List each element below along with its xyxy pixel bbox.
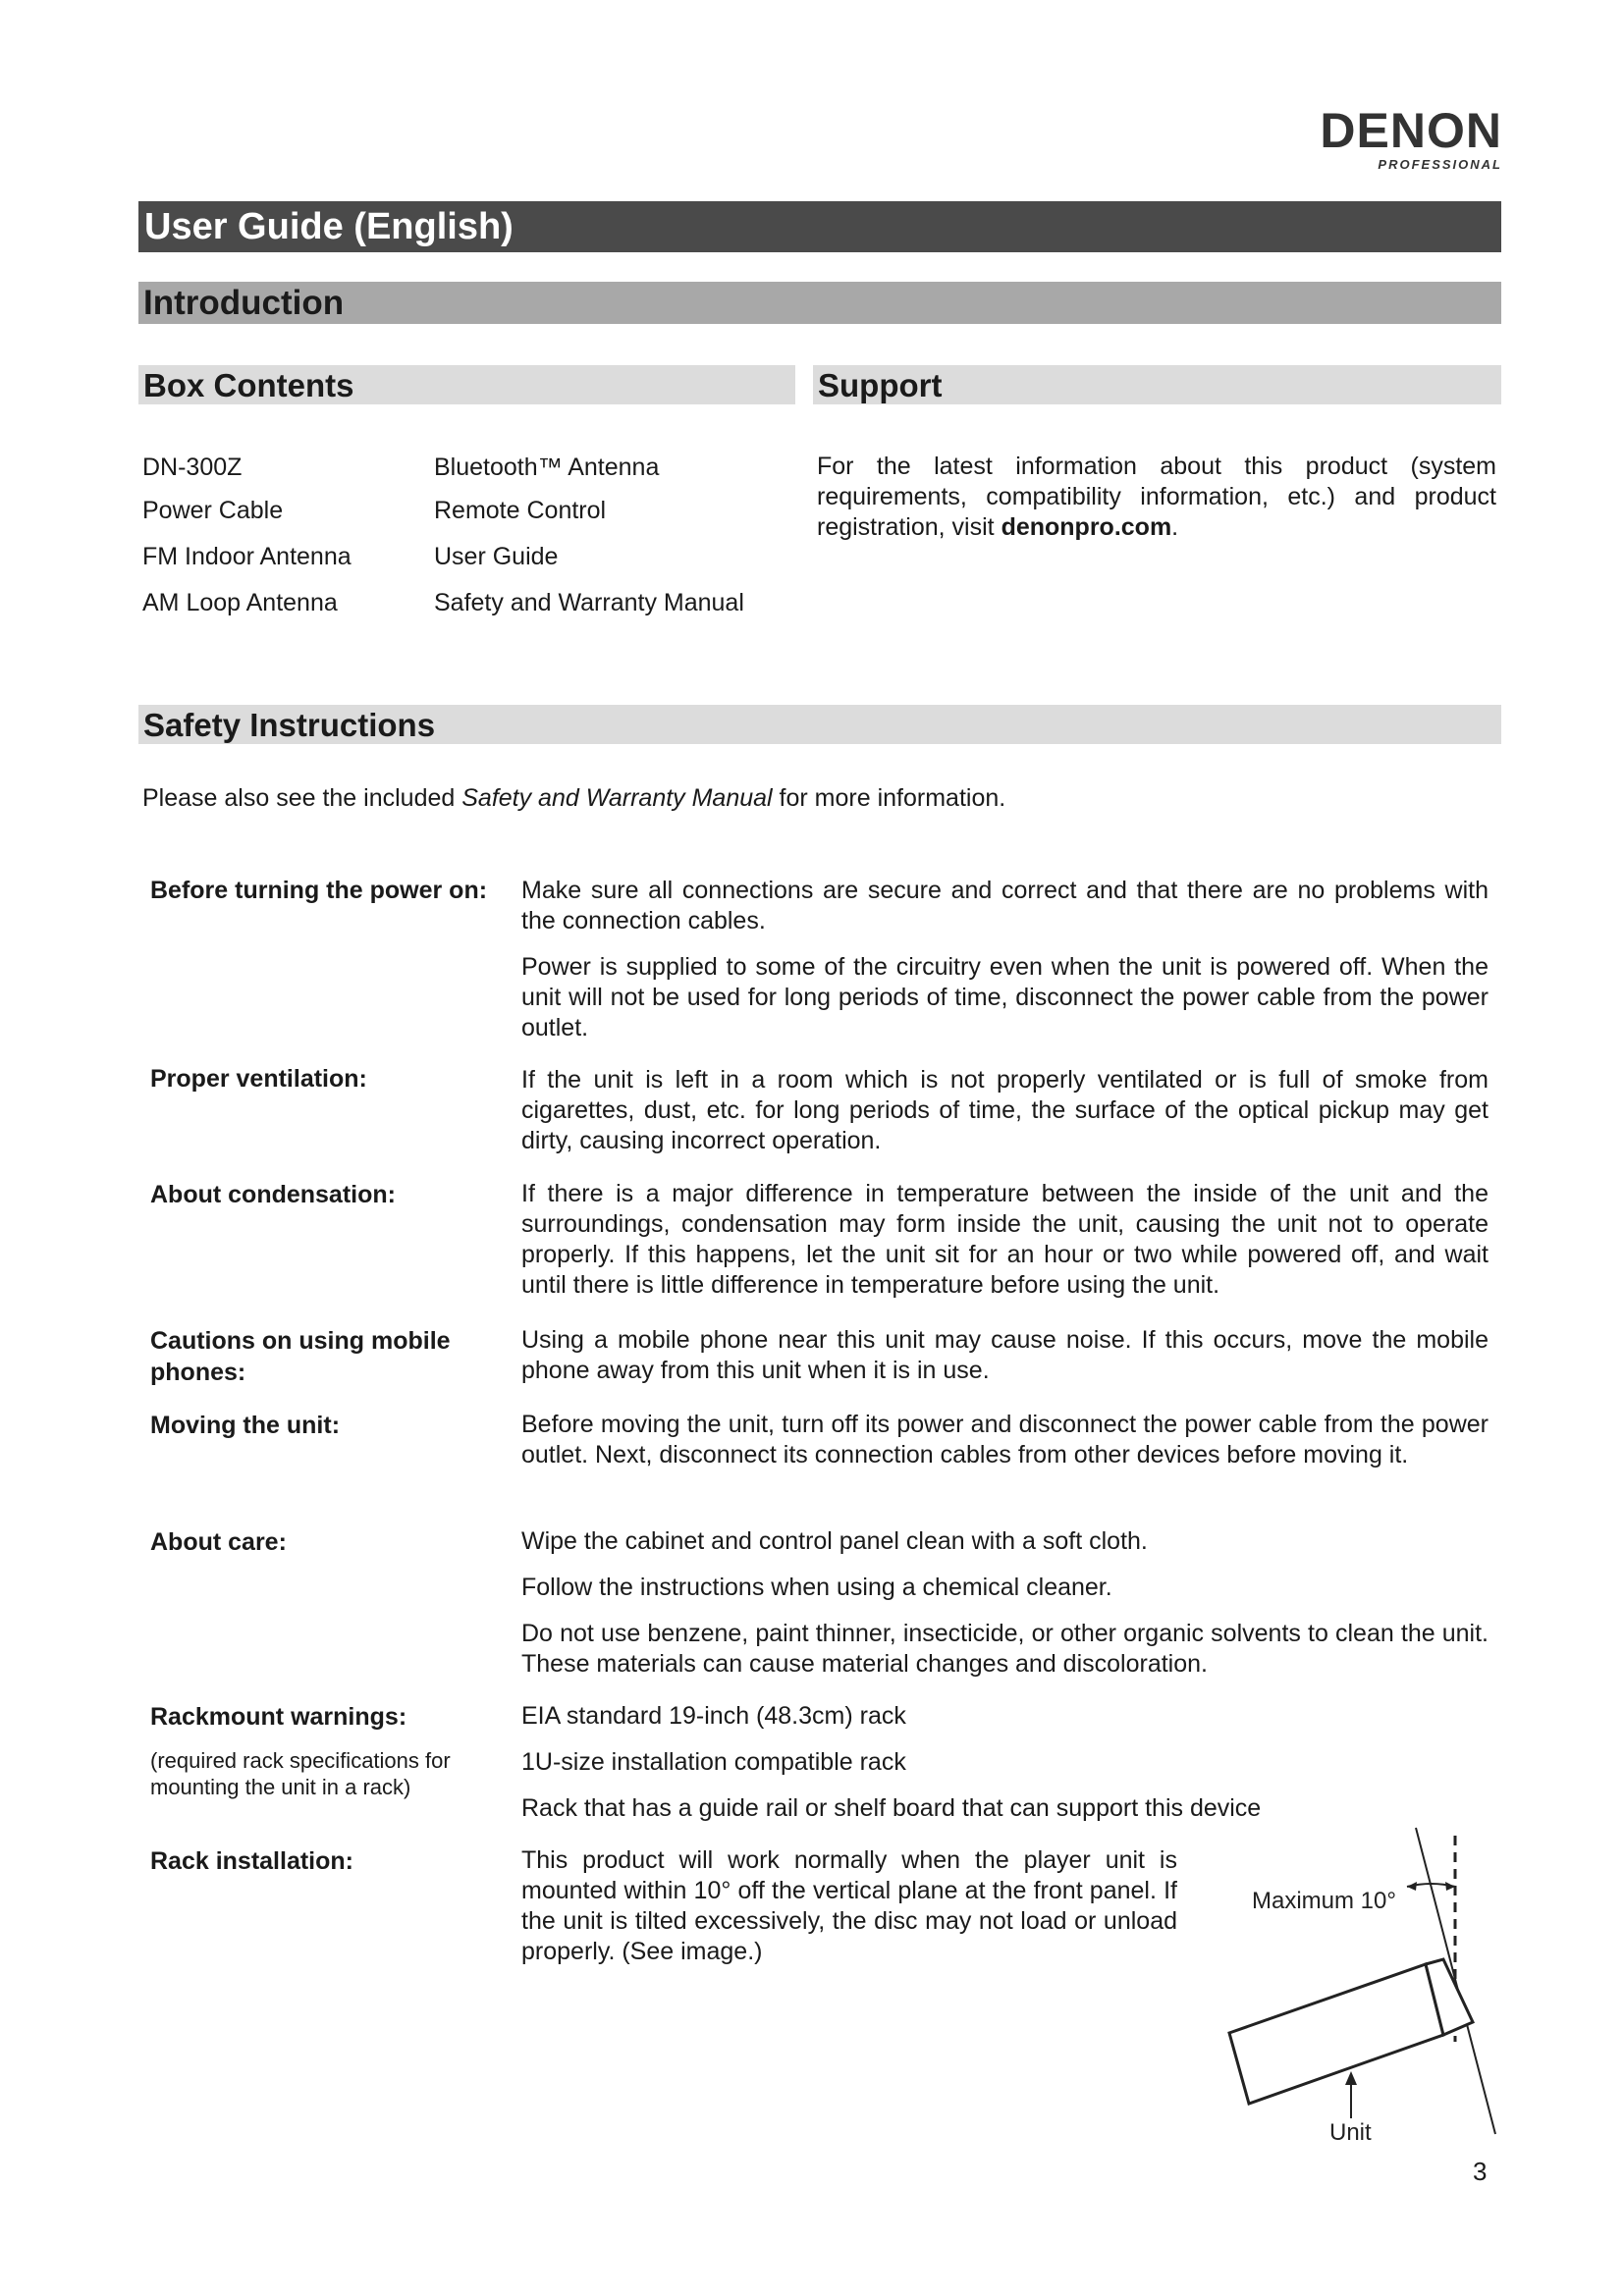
unit-box: [1229, 1964, 1443, 2104]
safety-paragraph: If there is a major difference in temperature between the inside of the unit and the surroundings, condensation may form inside the unit, causing the unit not to operate properly. If this happens, let the unit sit for an hour or two while powered off, and wait until there is little difference in temperature before using the unit.: [521, 1180, 1489, 1299]
list-item: Power Cable: [142, 497, 284, 524]
safety-intro-before: Please also see the included: [142, 784, 462, 812]
safety-label-ventilation: Proper ventilation:: [150, 1065, 367, 1093]
safety-paragraph: EIA standard 19-inch (48.3cm) rack: [521, 1702, 906, 1730]
max-angle-label: Maximum 10°: [1252, 1888, 1396, 1914]
list-item: AM Loop Antenna: [142, 589, 338, 616]
safety-paragraph: Follow the instructions when using a chemical cleaner.: [521, 1574, 1112, 1601]
safety-paragraph: Wipe the cabinet and control panel clean with a soft cloth.: [521, 1527, 1148, 1555]
list-item: Remote Control: [434, 497, 607, 524]
safety-label-mobile-phones: Cautions on using mobile phones:: [150, 1327, 451, 1386]
safety-label-rackmount: Rackmount warnings:: [150, 1703, 407, 1731]
safety-label-moving: Moving the unit:: [150, 1412, 341, 1439]
page-title: User Guide (English): [144, 206, 514, 247]
safety-label-condensation: About condensation:: [150, 1181, 396, 1208]
section-bar-box-contents: [138, 365, 795, 404]
safety-body-mobile-phones: [521, 1325, 1489, 1402]
safety-intro-after: for more information.: [772, 784, 1006, 812]
list-item: DN-300Z: [142, 454, 243, 481]
safety-label-power-on: Before turning the power on:: [150, 877, 488, 904]
safety-paragraph: Using a mobile phone near this unit may cause noise. If this occurs, move the mobile phone away from this unit when it is in use.: [521, 1326, 1489, 1384]
safety-body-care: [521, 1526, 1489, 1695]
tilt-diagram: [1208, 1826, 1522, 2160]
section-bar-introduction: [138, 282, 1501, 324]
support-text: [817, 452, 1496, 543]
list-item: FM Indoor Antenna: [142, 543, 352, 570]
support-text-before: For the latest information about this product (system requirements, compatibility information, etc.) and product registration, visit: [817, 453, 1496, 541]
safety-paragraph: 1U-size installation compatible rack: [521, 1748, 906, 1776]
safety-paragraph: Rack that has a guide rail or shelf board that can support this device: [521, 1794, 1262, 1822]
section-title-introduction: Introduction: [143, 284, 345, 322]
section-bar-support: [813, 365, 1501, 404]
logo-subtitle: PROFESSIONAL: [1378, 157, 1502, 172]
safety-body-rackmount: [521, 1701, 1489, 1840]
safety-paragraph: Power is supplied to some of the circuitry even when the unit is powered off. When the unit will not be used for long periods of time, disconnect the power cable from the power outlet.: [521, 953, 1489, 1041]
denon-logo: [1276, 103, 1502, 172]
page-number: 3: [1473, 2157, 1488, 2186]
safety-intro: [142, 782, 1005, 814]
logo-wordmark: DENON: [1320, 103, 1502, 158]
safety-heading: Safety Instructions: [143, 707, 436, 743]
safety-body-rack-installation: [521, 1845, 1177, 1983]
list-item: Safety and Warranty Manual: [434, 589, 744, 616]
list-item: Bluetooth™ Antenna: [434, 454, 660, 481]
safety-body-condensation: [521, 1179, 1489, 1316]
section-bar-safety: [138, 705, 1501, 744]
safety-paragraph: If the unit is left in a room which is not properly ventilated or is full of smoke from cigarettes, dust, etc. for long periods of time, the surface of the optical pickup may get dirty, causing incorrect operation.: [521, 1066, 1489, 1154]
support-heading: Support: [818, 367, 943, 403]
safety-body-ventilation: [521, 1065, 1489, 1172]
unit-arrowhead: [1345, 2071, 1357, 2085]
safety-body-moving: [521, 1410, 1489, 1486]
unit-label: Unit: [1329, 2119, 1372, 2146]
safety-label-care: About care:: [150, 1528, 287, 1556]
support-link[interactable]: denonpro.com: [1001, 513, 1172, 541]
safety-label-rack-installation: Rack installation:: [150, 1847, 353, 1875]
title-bar: [138, 201, 1501, 252]
safety-body-power-on: [521, 876, 1489, 1059]
list-item: User Guide: [434, 543, 559, 570]
safety-paragraph: This product will work normally when the player unit is mounted within 10° off the vertical plane at the front panel. If the unit is tilted excessively, the disc may not load or unload properly. (See image.): [521, 1846, 1177, 1965]
safety-sublabel-rackmount: (required rack specifications for mounting the unit in a rack): [150, 1748, 451, 1799]
box-contents-heading: Box Contents: [143, 367, 354, 403]
safety-intro-manual: Safety and Warranty Manual: [461, 784, 773, 812]
safety-paragraph: Before moving the unit, turn off its power and disconnect the power cable from the power outlet. Next, disconnect its connection cables from other devices before moving it.: [521, 1411, 1489, 1468]
support-text-after: .: [1171, 513, 1179, 541]
safety-paragraph: Make sure all connections are secure and correct and that there are no problems with the connection cables.: [521, 877, 1489, 934]
arc-arrowhead: [1407, 1882, 1417, 1891]
safety-paragraph: Do not use benzene, paint thinner, insecticide, or other organic solvents to clean the unit. These materials can cause material changes and discoloration.: [521, 1620, 1489, 1678]
